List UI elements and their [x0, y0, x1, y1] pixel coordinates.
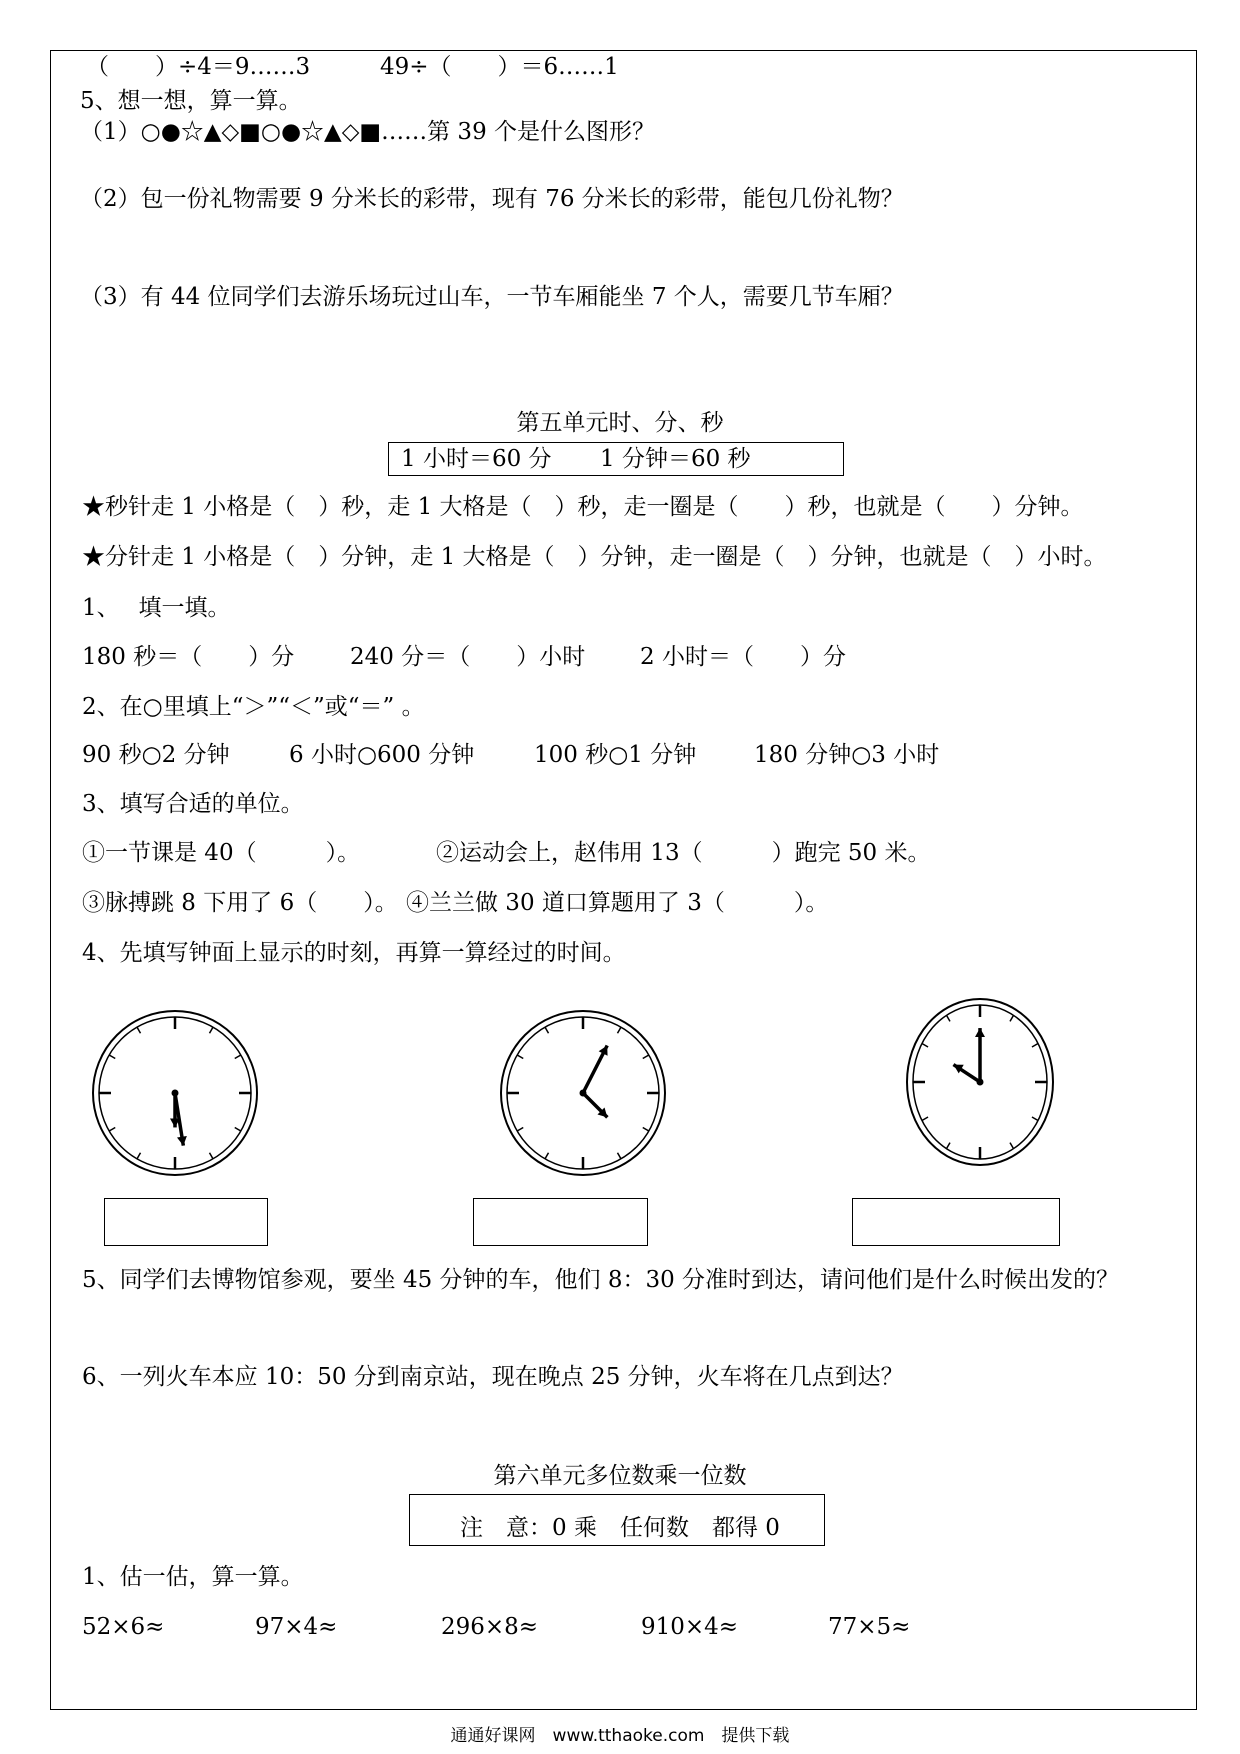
q6-problem: 6、一列火车本应 10：50 分到南京站，现在晚点 25 分钟，火车将在几点到达？	[82, 1364, 904, 1390]
q2-item-c: 100 秒○1 分钟	[534, 742, 697, 768]
clock-tick	[109, 1055, 115, 1059]
clock-tick	[235, 1055, 241, 1059]
clock-face	[498, 1008, 668, 1178]
clock-tick	[618, 1027, 622, 1033]
minute-hand-tip	[975, 1028, 985, 1037]
clock-tick	[235, 1128, 241, 1132]
clock-tick	[517, 1055, 523, 1059]
clock-tick	[545, 1027, 549, 1033]
clock-tick	[545, 1153, 549, 1159]
clock-tick	[137, 1153, 141, 1159]
clock-tick	[1032, 1044, 1038, 1048]
minute-hand-question: ★分针走 1 小格是（ ）分钟，走 1 大格是（ ）分钟，走一圈是（ ）分钟，也就是（ ）小时。	[82, 544, 1107, 570]
answer-box[interactable]	[852, 1198, 1060, 1246]
q3-heading: 3、填写合适的单位。	[82, 791, 304, 817]
formula-hour: 1 小时＝60 分	[401, 446, 552, 472]
clock-face	[904, 996, 1056, 1168]
q1-item-a: 180 秒＝（ ）分	[82, 644, 295, 670]
estimate-item: 296×8≈	[441, 1614, 539, 1640]
clock-tick	[109, 1128, 115, 1132]
unit6-q1-heading: 1、估一估，算一算。	[82, 1564, 304, 1590]
q3-item-d: ④兰兰做 30 道口算题用了 3（ ）。	[406, 890, 829, 916]
estimate-item: 77×5≈	[828, 1614, 911, 1640]
clock-tick	[947, 1143, 951, 1149]
section-heading: 5、想一想，算一算。	[80, 88, 302, 114]
clock-tick	[1010, 1143, 1014, 1149]
clock-tick	[137, 1027, 141, 1033]
answer-box[interactable]	[473, 1198, 648, 1246]
estimate-item: 52×6≈	[82, 1614, 165, 1640]
q2-item-d: 180 分钟○3 小时	[754, 742, 940, 768]
q1-item-b: 240 分＝（ ）小时	[350, 644, 586, 670]
clock-center	[977, 1079, 984, 1086]
q2-item-b: 6 小时○600 分钟	[289, 742, 475, 768]
division-question-a: （ ）÷4＝9……3	[86, 54, 311, 80]
problem-3: （3）有 44 位同学们去游乐场玩过山车，一节车厢能坐 7 个人，需要几节车厢？	[80, 284, 904, 310]
clock-center	[580, 1090, 587, 1097]
q1-heading: 1、 填一填。	[82, 595, 231, 621]
clock-center	[172, 1090, 179, 1097]
unit6-note: 注 意：0 乘 任何数 都得 0	[460, 1515, 780, 1541]
clock-tick	[210, 1153, 214, 1159]
problem-2: （2）包一份礼物需要 9 分米长的彩带，现有 76 分米长的彩带，能包几份礼物？	[80, 186, 904, 212]
problem-1: （1）○●☆▲◇■○●☆▲◇■……第 39 个是什么图形？	[80, 119, 656, 145]
estimate-item: 97×4≈	[255, 1614, 338, 1640]
clock-tick	[618, 1153, 622, 1159]
unit5-title: 第五单元时、分、秒	[516, 410, 724, 436]
clock-tick	[922, 1044, 928, 1048]
division-question-b: 49÷（ ）＝6……1	[380, 54, 619, 80]
q2-heading: 2、在○里填上“＞”“＜”或“＝” 。	[82, 694, 425, 720]
q5-problem: 5、同学们去博物馆参观，要坐 45 分钟的车，他们 8：30 分准时到达，请问他们是什么时候出发的？	[82, 1267, 1120, 1293]
clock-tick	[643, 1128, 649, 1132]
second-hand-question: ★秒针走 1 小格是（ ）秒，走 1 大格是（ ）秒，走一圈是（ ）秒，也就是（ ）分钟。	[82, 494, 1084, 520]
answer-box[interactable]	[104, 1198, 268, 1246]
unit6-title: 第六单元多位数乘一位数	[493, 1463, 747, 1489]
clock-face	[90, 1008, 260, 1178]
clock-tick	[947, 1015, 951, 1021]
clock-tick	[922, 1117, 928, 1121]
clock-tick	[1032, 1117, 1038, 1121]
clock-tick	[1010, 1015, 1014, 1021]
clock-tick	[517, 1128, 523, 1132]
footer-credit: 通通好课网 www.tthaoke.com 提供下载	[450, 1726, 790, 1746]
q3-item-a: ①一节课是 40（ ）。	[82, 840, 361, 866]
q1-item-c: 2 小时＝（ ）分	[640, 644, 846, 670]
formula-minute: 1 分钟＝60 秒	[600, 446, 751, 472]
q4-heading: 4、先填写钟面上显示的时刻，再算一算经过的时间。	[82, 940, 626, 966]
q2-item-a: 90 秒○2 分钟	[82, 742, 230, 768]
q3-item-b: ②运动会上，赵伟用 13（ ）跑完 50 米。	[436, 840, 931, 866]
estimate-item: 910×4≈	[641, 1614, 739, 1640]
clock-tick	[643, 1055, 649, 1059]
q3-item-c: ③脉搏跳 8 下用了 6（ ）。	[82, 890, 398, 916]
clock-tick	[210, 1027, 214, 1033]
